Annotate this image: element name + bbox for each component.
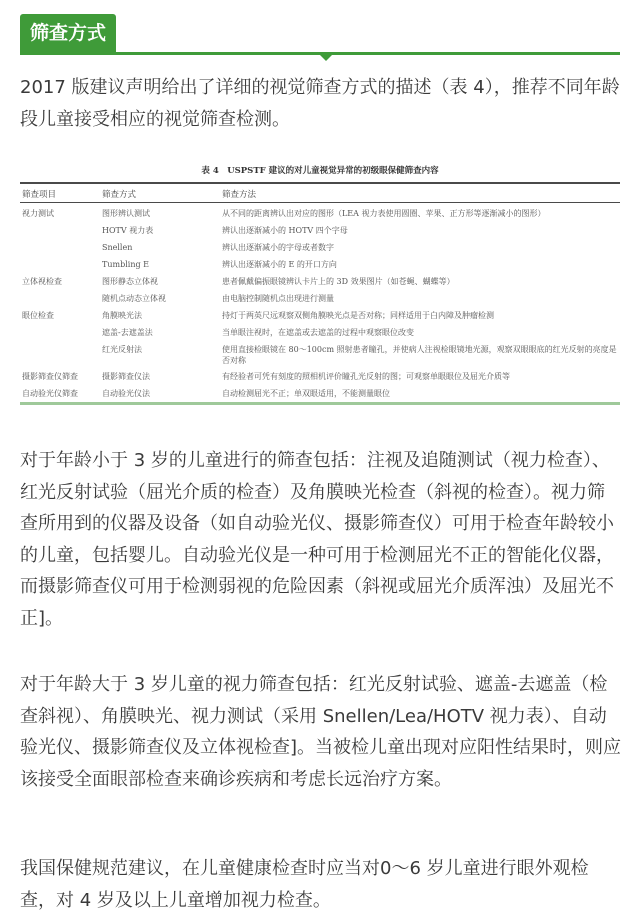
table-caption: 表 4 USPSTF 建议的对儿童视觉异常的初级眼保健筛查内容 [201,166,439,176]
table-bottom-rule [20,402,620,405]
table-figure: 表 4 USPSTF 建议的对儿童视觉异常的初级眼保健筛查内容 筛查项目 筛查方式 筛查方法 视力测试 图形辨认测试 从不同的距离辨认出对应的图形（LEA 视力表使用圆圈、苹果、正方形等逐渐减小的图形） HOTV 视力表 辨认出逐渐减小的 HOTV 四个字母 Snellen 辨认出逐渐减小的字母或者数字 Tumbling E 辨认出逐渐减小的 E 的开口方向 立体视检查 图形静态立体视 患者佩戴偏振眼镜辨认卡片上的 3D 效果图片（如苍蝇、蝴蝶等） 随机点动态立体视 由电脑控制随机点出现进行测量 眼位检查 角膜映光法 持灯于两英尺远观察双侧角膜映光点是否对称；同样适用于白内障及肿瘤检测 遮盖-去遮盖法 当单眼注视时，在遮盖或去遮盖的过程中观察眼位改变 红光反射法 使用直接检眼镜在 80～100cm 照射患者瞳孔，并使病人注视检眼镜地光源，观察双眼眼底的红光反射的亮度是否对称 摄影筛查仪筛查 摄影筛查仪法 有经验者可凭有刻度的照相机评价瞳孔光反射的图；可观察单眼眼位及屈光介质等 自动验光仪筛查 自动验光仪法 自动检测屈光不正；单双眼适用，不能测量眼位 [20,160,620,405]
table-header-item: 筛查项目 [22,190,57,200]
table-header-method: 筛查方式 [102,190,137,200]
caret-down-icon [320,55,332,61]
paragraph-intro: 2017 版建议声明给出了详细的视觉筛查方式的描述（表 4），推荐不同年龄段儿童接受相应的视觉筛查检测。 [20,77,620,130]
section-header [20,14,620,58]
paragraph-china-guideline: 我国保健规范建议，在儿童健康检查时应当对0～6 岁儿童进行眼外观检查，对 4 岁及以上儿童增加视力检查。 [20,858,589,911]
table-header-rule [20,202,620,203]
paragraph-over-3: 对于年龄大于 3 岁儿童的视力筛查包括：红光反射试验、遮盖-去遮盖（检查斜视）、角膜映光、视力测试（采用 Snellen/Lea/HOTV 视力表）、自动验光仪、摄影筛查仪及立体视检查]。当被检儿童出现对应阳性结果时，则应该接受全面眼部检查来确诊疾病和考虑长远治疗方案。 [20,674,622,790]
section-title: 筛查方式 [20,14,116,52]
table-header-procedure: 筛查方法 [222,190,257,200]
paragraph-under-3: 对于年龄小于 3 岁的儿童进行的筛查包括：注视及追随测试（视力检查）、红光反射试验（屈光介质的检查）及角膜映光检查（斜视的检查）。视力筛查所用到的仪器及设备（如自动验光仪、摄影筛查仪）可用于检查年龄较小的儿童，包括婴儿。自动验光仪是一种可用于检测屈光不正的智能化仪器，而摄影筛查仪可用于检测弱视的危险因素（斜视或屈光介质浑浊）及屈光不正]。 [20,450,614,629]
table-top-rule [20,182,620,184]
